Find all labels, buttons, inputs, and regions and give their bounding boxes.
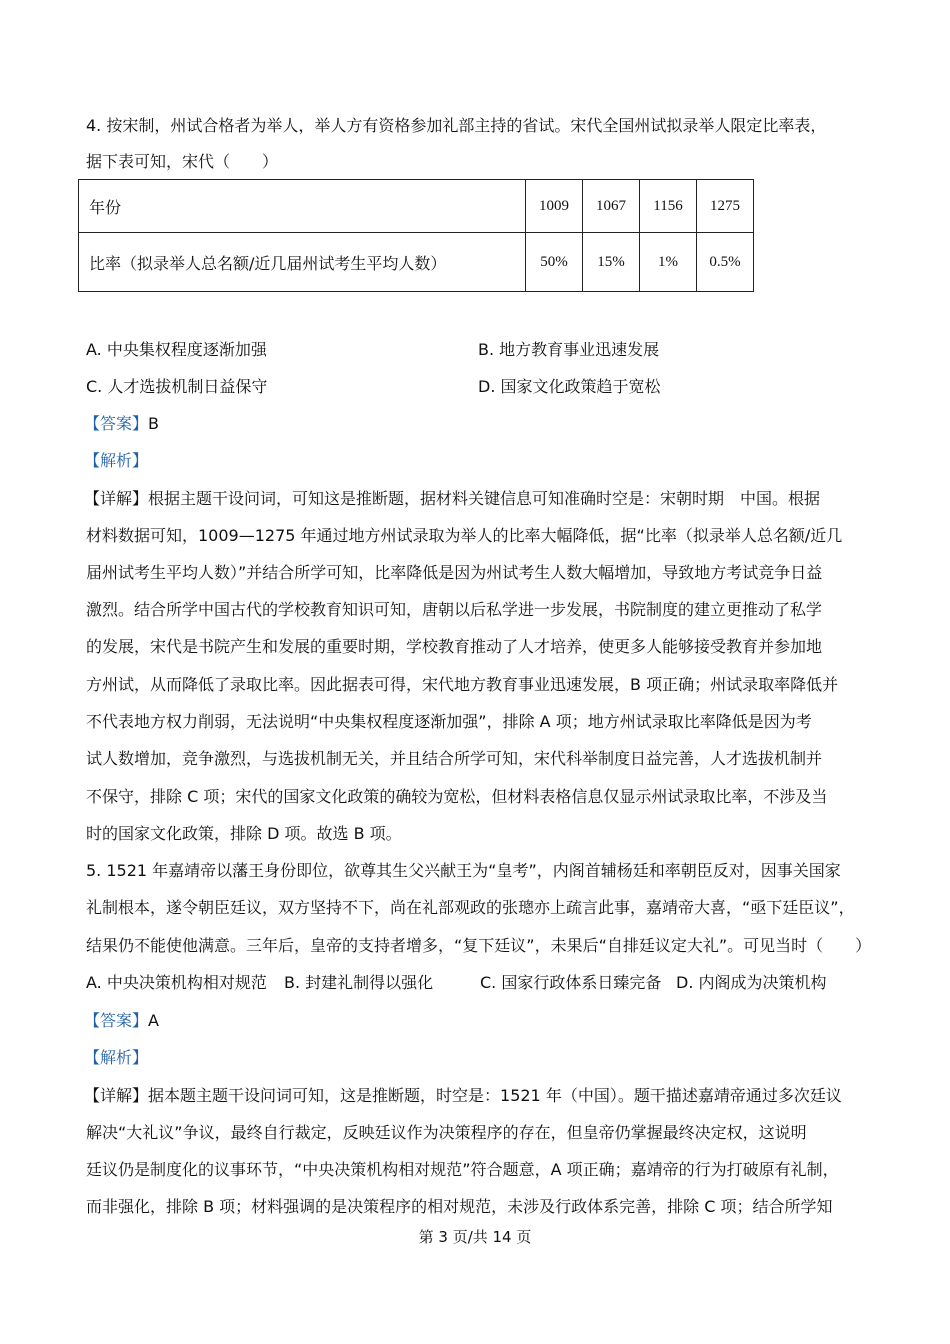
q4-option-b: B. 地方教育事业迅速发展	[478, 340, 660, 359]
q5-stem-line-1: 5. 1521 年嘉靖帝以藩王身份即位，欲尊其生父兴献王为“皇考”，内阁首辅杨廷和率朝臣反对，因事关国家	[86, 861, 841, 880]
q4-detail-line: 试人数增加，竞争激烈，与选拔机制无关，并且结合所学可知，宋代科举制度日益完善，人才选拔机制并	[86, 749, 823, 768]
table-header-year: 年份	[79, 180, 526, 233]
q5-option-d: D. 内阁成为决策机构	[676, 973, 827, 992]
q4-option-c: C. 人才选拔机制日益保守	[86, 377, 268, 396]
table-header-rate: 比率（拟录举人总名额/近几届州试考生平均人数）	[79, 233, 526, 292]
answer-value: B	[148, 414, 159, 433]
q5-option-c: C. 国家行政体系日臻完备	[480, 973, 662, 992]
table-cell-year: 1067	[583, 180, 640, 233]
q4-detail-line: 方州试，从而降低了录取比率。因此据表可得，宋代地方教育事业迅速发展，B 项正确；州试录取率降低并	[86, 675, 839, 694]
q4-rate-table	[78, 179, 754, 292]
answer-value: A	[148, 1011, 159, 1030]
table-cell-year: 1156	[640, 180, 697, 233]
detail-text: 据本题主题干设问词可知，这是推断题，时空是：1521 年（中国）。题干描述嘉靖帝通过多次廷议	[148, 1086, 842, 1105]
q4-detail-line: 届州试考生平均人数）”并结合所学可知，比率降低是因为州试考生人数大幅增加，导致地方考试竞争日益	[86, 563, 823, 582]
q4-option-a: A. 中央集权程度逐渐加强	[86, 340, 267, 359]
q4-detail-line: 的发展，宋代是书院产生和发展的重要时期，学校教育推动了人才培养，使更多人能够接受教育并参加地	[86, 637, 823, 656]
q5-analysis-tag	[84, 1048, 148, 1068]
q5-detail-line: 解决“大礼议”争议，最终自行裁定，反映廷议作为决策程序的存在，但皇帝仍掌握最终决定权，这说明	[86, 1123, 807, 1142]
detail-text: 根据主题干设问词，可知这是推断题，据材料关键信息可知准确时空是：宋朝时期 中国。根据	[148, 489, 821, 508]
table-cell-rate: 50%	[526, 233, 583, 292]
table-row-years	[79, 180, 754, 233]
table-cell-rate: 15%	[583, 233, 640, 292]
q4-detail-line	[84, 489, 820, 509]
q5-detail-line: 而非强化，排除 B 项；材料强调的是决策程序的相对规范，未涉及行政体系完善，排除 C 项；结合所学知	[86, 1197, 833, 1216]
table-cell-rate: 1%	[640, 233, 697, 292]
table-cell-year: 1275	[697, 180, 754, 233]
q5-stem-line-2: 礼制根本，遂令朝臣廷议，双方坚持不下，尚在礼部观政的张璁亦上疏言此事，嘉靖帝大喜，“亟下廷臣议”，	[86, 898, 855, 917]
q4-analysis-tag	[84, 451, 148, 471]
table-row-rates	[79, 233, 754, 292]
page-footer: 第 3 页/共 14 页	[418, 1228, 532, 1246]
detail-tag: 【详解】	[84, 1086, 149, 1105]
analysis-tag: 【解析】	[84, 1048, 149, 1067]
detail-tag: 【详解】	[84, 489, 149, 508]
q5-option-a: A. 中央决策机构相对规范	[86, 973, 267, 992]
q5-detail-line	[84, 1086, 842, 1106]
q5-answer	[84, 1011, 159, 1031]
q5-stem-line-3: 结果仍不能使他满意。三年后，皇帝的支持者增多，“复下廷议”，未果后“自排廷议定大礼”。可见当时（ ）	[86, 936, 872, 955]
q4-detail-line: 时的国家文化政策，排除 D 项。故选 B 项。	[86, 824, 402, 843]
table-cell-year: 1009	[526, 180, 583, 233]
q4-answer	[84, 414, 159, 434]
answer-tag: 【答案】	[84, 1011, 149, 1030]
q4-detail-line: 不保守，排除 C 项；宋代的国家文化政策的确较为宽松，但材料表格信息仅显示州试录取比率，不涉及当	[86, 787, 828, 806]
q4-stem-line-1: 4. 按宋制，州试合格者为举人，举人方有资格参加礼部主持的省试。宋代全国州试拟录举人限定比率表，	[86, 116, 827, 135]
q5-option-b: B. 封建礼制得以强化	[284, 973, 434, 992]
analysis-tag: 【解析】	[84, 451, 149, 470]
answer-tag: 【答案】	[84, 414, 149, 433]
q4-detail-line: 激烈。结合所学中国古代的学校教育知识可知，唐朝以后私学进一步发展，书院制度的建立更推动了私学	[86, 600, 823, 619]
q4-detail-line: 不代表地方权力削弱，无法说明“中央集权程度逐渐加强”，排除 A 项；地方州试录取比率降低是因为考	[86, 712, 812, 731]
q4-stem-line-2: 据下表可知，宋代（ ）	[86, 152, 279, 171]
table-cell-rate: 0.5%	[697, 233, 754, 292]
q5-detail-line: 廷议仍是制度化的议事环节，“中央决策机构相对规范”符合题意，A 项正确；嘉靖帝的行为打破原有礼制，	[86, 1160, 839, 1179]
q4-detail-line: 材料数据可知，1009—1275 年通过地方州试录取为举人的比率大幅降低，据“比率（拟录举人总名额/近几	[86, 526, 843, 545]
q4-option-d: D. 国家文化政策趋于宽松	[478, 377, 661, 396]
